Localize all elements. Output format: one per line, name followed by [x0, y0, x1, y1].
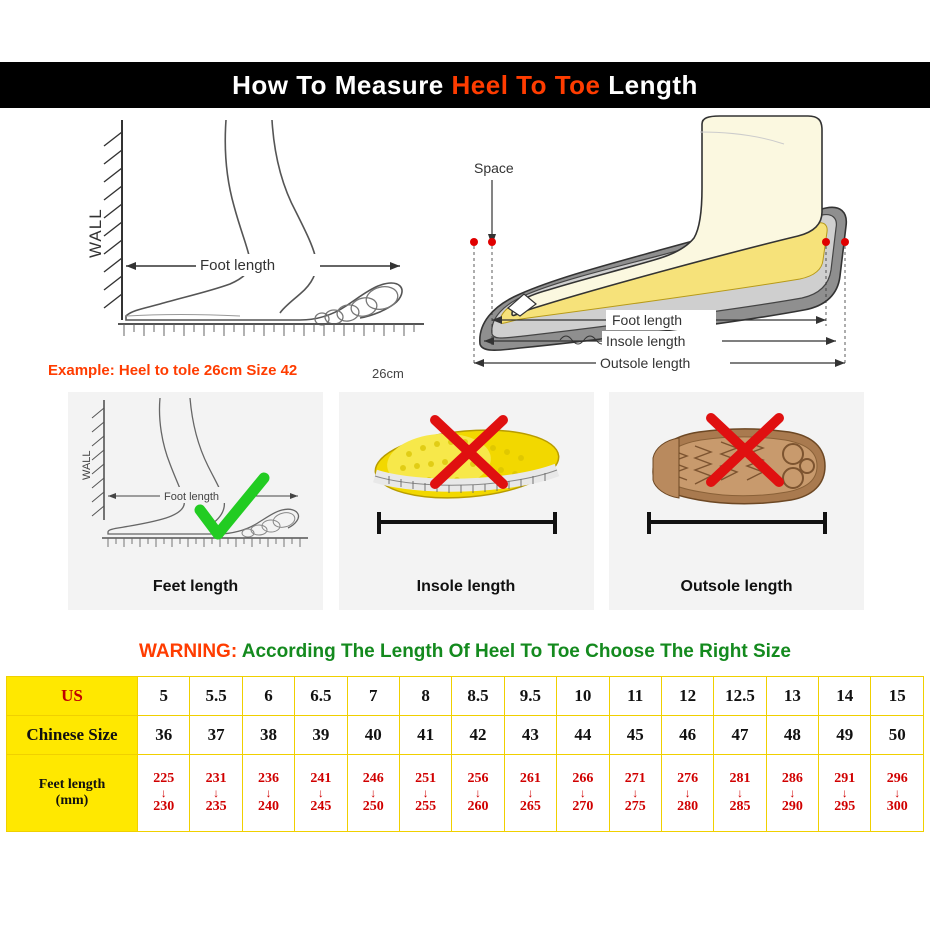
cell-us-4: 7: [347, 677, 399, 716]
cell-cn-9: 45: [609, 716, 661, 755]
cell-cn-5: 41: [399, 716, 451, 755]
cell-us-5: 8: [399, 677, 451, 716]
shoe-outsole-length-label: Outsole length: [600, 355, 691, 371]
svg-text:WALL: WALL: [86, 208, 105, 258]
size-table-wrapper: [6, 676, 924, 832]
panel-insole-length: [339, 392, 594, 610]
shoe-foot-length-label: Foot length: [612, 312, 683, 328]
panel1-svg: [68, 392, 323, 562]
example-cm-label: 26cm: [372, 366, 404, 381]
wall-foot-diagram: [86, 120, 424, 336]
feet-length-header-line1: Feet length: [38, 776, 106, 792]
cell-us-3: 6.5: [295, 677, 347, 716]
row-header-feet-length: [7, 755, 138, 832]
row-header-chinese-size: Chinese Size: [7, 716, 138, 755]
marker-dot: [841, 238, 849, 246]
cell-us-7: 9.5: [504, 677, 556, 716]
row-header-us: US: [7, 677, 138, 716]
cell-len-4: 246 ↓ 250: [347, 755, 399, 832]
cell-cn-0: 36: [138, 716, 190, 755]
cell-cn-2: 38: [242, 716, 294, 755]
title-post: Length: [600, 69, 698, 100]
panel-outsole-length: [609, 392, 864, 610]
cell-us-1: 5.5: [190, 677, 242, 716]
panel3-caption: Outsole length: [680, 578, 793, 595]
cell-len-0: 225 ↓ 230: [138, 755, 190, 832]
marker-dot: [488, 238, 496, 246]
cell-us-6: 8.5: [452, 677, 504, 716]
warning-label: WARNING:: [139, 641, 238, 662]
cell-len-7: 261 ↓ 265: [504, 755, 556, 832]
cell-len-2: 236 ↓ 240: [242, 755, 294, 832]
warning-line: [0, 641, 930, 663]
table-row-chinese-size: [7, 716, 924, 755]
panel1-wall-label: WALL: [81, 450, 93, 480]
page-title: [232, 70, 698, 101]
cell-len-8: 266 ↓ 270: [557, 755, 609, 832]
cell-us-9: 11: [609, 677, 661, 716]
shoe-insole-length-label: Insole length: [606, 333, 686, 349]
warning-text: According The Length Of Heel To Toe Choose The Right Size: [241, 641, 791, 662]
title-bar: [0, 62, 930, 108]
cell-us-13: 14: [819, 677, 871, 716]
diagram-svg: [0, 108, 930, 388]
cell-us-0: 5: [138, 677, 190, 716]
cell-len-13: 291 ↓ 295: [819, 755, 871, 832]
panel-feet-length: [68, 392, 323, 610]
foot-length-label-left: Foot length: [200, 257, 276, 274]
cell-cn-11: 47: [714, 716, 766, 755]
cell-cn-4: 40: [347, 716, 399, 755]
example-text: Example: Heel to tole 26cm Size 42: [48, 362, 298, 379]
cell-len-3: 241 ↓ 245: [295, 755, 347, 832]
panel2-svg: [339, 392, 594, 562]
cell-cn-13: 49: [819, 716, 871, 755]
cell-us-11: 12.5: [714, 677, 766, 716]
shoe-cross-section-diagram: [470, 116, 849, 373]
cell-len-11: 281 ↓ 285: [714, 755, 766, 832]
panel2-caption: Insole length: [416, 578, 516, 595]
cell-len-14: 296 ↓ 300: [871, 755, 924, 832]
cell-cn-10: 46: [661, 716, 713, 755]
panel3-svg: [609, 392, 864, 562]
cell-cn-8: 44: [557, 716, 609, 755]
cell-cn-3: 39: [295, 716, 347, 755]
table-row-us: [7, 677, 924, 716]
cell-len-5: 251 ↓ 255: [399, 755, 451, 832]
cell-us-12: 13: [766, 677, 818, 716]
measurement-diagrams: [0, 108, 930, 388]
comparison-panels: [68, 392, 864, 610]
cell-len-6: 256 ↓ 260: [452, 755, 504, 832]
cell-us-2: 6: [242, 677, 294, 716]
cell-cn-1: 37: [190, 716, 242, 755]
cell-len-9: 271 ↓ 275: [609, 755, 661, 832]
cell-us-10: 12: [661, 677, 713, 716]
cell-len-1: 231 ↓ 235: [190, 755, 242, 832]
panel1-caption: Feet length: [152, 578, 239, 595]
title-highlight: Heel To Toe: [451, 69, 601, 100]
space-label: Space: [474, 160, 514, 176]
cell-cn-6: 42: [452, 716, 504, 755]
table-row-feet-length: [7, 755, 924, 832]
panel1-inner-label: Foot length: [164, 491, 220, 503]
cell-cn-14: 50: [871, 716, 924, 755]
cell-cn-12: 48: [766, 716, 818, 755]
cell-len-12: 286 ↓ 290: [766, 755, 818, 832]
cell-us-8: 10: [557, 677, 609, 716]
marker-dot: [470, 238, 478, 246]
title-pre: How To Measure: [232, 69, 452, 100]
cell-us-14: 15: [871, 677, 924, 716]
cell-len-10: 276 ↓ 280: [661, 755, 713, 832]
cell-cn-7: 43: [504, 716, 556, 755]
feet-length-header-line2: (mm): [55, 793, 89, 808]
marker-dot: [822, 238, 830, 246]
size-table: [6, 676, 924, 832]
